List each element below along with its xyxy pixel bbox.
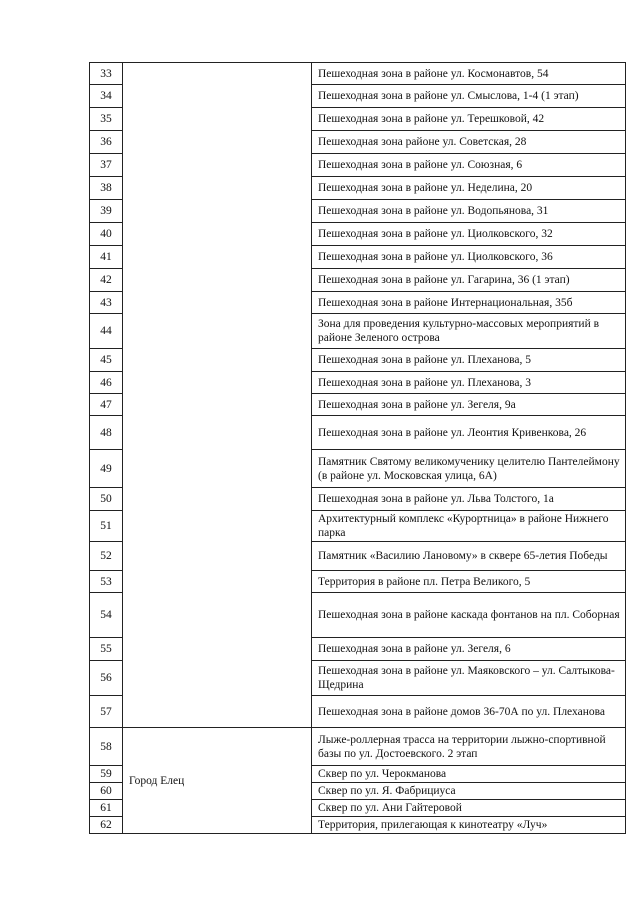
row-number: 45 — [90, 349, 123, 372]
location-description: Лыже-роллерная трасса на территории лыжно-спортивной базы по ул. Достоевского. 2 этап — [312, 728, 626, 766]
document-table — [89, 62, 626, 834]
location-description: Пешеходная зона в районе ул. Зегеля, 6 — [312, 638, 626, 661]
location-description: Пешеходная зона в районе ул. Циолковского, 36 — [312, 246, 626, 269]
row-number: 38 — [90, 177, 123, 200]
location-description: Пешеходная зона в районе ул. Неделина, 20 — [312, 177, 626, 200]
location-description: Территория, прилегающая к кинотеатру «Луч» — [312, 817, 626, 834]
location-description: Сквер по ул. Ани Гайтеровой — [312, 800, 626, 817]
row-number: 34 — [90, 85, 123, 108]
location-description: Пешеходная зона в районе ул. Плеханова, 3 — [312, 372, 626, 394]
row-number: 41 — [90, 246, 123, 269]
row-number: 48 — [90, 416, 123, 450]
row-number: 51 — [90, 511, 123, 542]
table-row — [90, 63, 626, 85]
row-number: 39 — [90, 200, 123, 223]
row-number: 62 — [90, 817, 123, 834]
row-number: 42 — [90, 269, 123, 292]
location-description: Пешеходная зона в районе ул. Леонтия Кривенкова, 26 — [312, 416, 626, 450]
row-number: 55 — [90, 638, 123, 661]
row-number: 53 — [90, 571, 123, 593]
location-description: Пешеходная зона в районе ул. Союзная, 6 — [312, 154, 626, 177]
location-description: Пешеходная зона в районе ул. Плеханова, 5 — [312, 349, 626, 372]
location-description: Пешеходная зона в районе Интернациональная, 35б — [312, 292, 626, 314]
row-number: 61 — [90, 800, 123, 817]
location-description: Пешеходная зона в районе ул. Смыслова, 1-4 (1 этап) — [312, 85, 626, 108]
location-description: Зона для проведения культурно-массовых мероприятий в районе Зеленого острова — [312, 314, 626, 349]
location-description: Сквер по ул. Черокманова — [312, 766, 626, 783]
location-description: Памятник «Василию Лановому» в сквере 65-летия Победы — [312, 542, 626, 571]
row-number: 49 — [90, 450, 123, 488]
row-number: 44 — [90, 314, 123, 349]
row-number: 58 — [90, 728, 123, 766]
row-number: 40 — [90, 223, 123, 246]
location-description: Пешеходная зона районе ул. Советская, 28 — [312, 131, 626, 154]
location-description: Пешеходная зона в районе ул. Льва Толстого, 1а — [312, 488, 626, 511]
location-description: Пешеходная зона в районе каскада фонтанов на пл. Соборная — [312, 593, 626, 638]
row-number: 46 — [90, 372, 123, 394]
row-number: 56 — [90, 661, 123, 696]
location-description: Памятник Святому великомученику целителю Пантелеймону (в районе ул. Московская улица, 6А) — [312, 450, 626, 488]
location-description: Сквер по ул. Я. Фабрициуса — [312, 783, 626, 800]
location-description: Пешеходная зона в районе ул. Терешковой, 42 — [312, 108, 626, 131]
location-description: Пешеходная зона в районе ул. Космонавтов, 54 — [312, 63, 626, 85]
location-description: Пешеходная зона в районе ул. Циолковского, 32 — [312, 223, 626, 246]
row-number: 52 — [90, 542, 123, 571]
row-number: 37 — [90, 154, 123, 177]
row-number: 47 — [90, 394, 123, 416]
municipality-cell-empty — [123, 63, 312, 728]
location-description: Пешеходная зона в районе ул. Гагарина, 36 (1 этап) — [312, 269, 626, 292]
row-number: 50 — [90, 488, 123, 511]
table-body — [90, 63, 626, 834]
row-number: 35 — [90, 108, 123, 131]
location-description: Пешеходная зона в районе ул. Зегеля, 9а — [312, 394, 626, 416]
location-description: Территория в районе пл. Петра Великого, 5 — [312, 571, 626, 593]
row-number: 36 — [90, 131, 123, 154]
table-row — [90, 728, 626, 766]
row-number: 57 — [90, 696, 123, 728]
row-number: 43 — [90, 292, 123, 314]
row-number: 33 — [90, 63, 123, 85]
location-description: Архитектурный комплекс «Курортница» в районе Нижнего парка — [312, 511, 626, 542]
row-number: 59 — [90, 766, 123, 783]
location-description: Пешеходная зона в районе ул. Маяковского – ул. Салтыкова-Щедрина — [312, 661, 626, 696]
row-number: 54 — [90, 593, 123, 638]
location-description: Пешеходная зона в районе домов 36-70А по ул. Плеханова — [312, 696, 626, 728]
row-number: 60 — [90, 783, 123, 800]
location-description: Пешеходная зона в районе ул. Водопьянова, 31 — [312, 200, 626, 223]
municipality-cell: Город Елец — [123, 728, 312, 834]
